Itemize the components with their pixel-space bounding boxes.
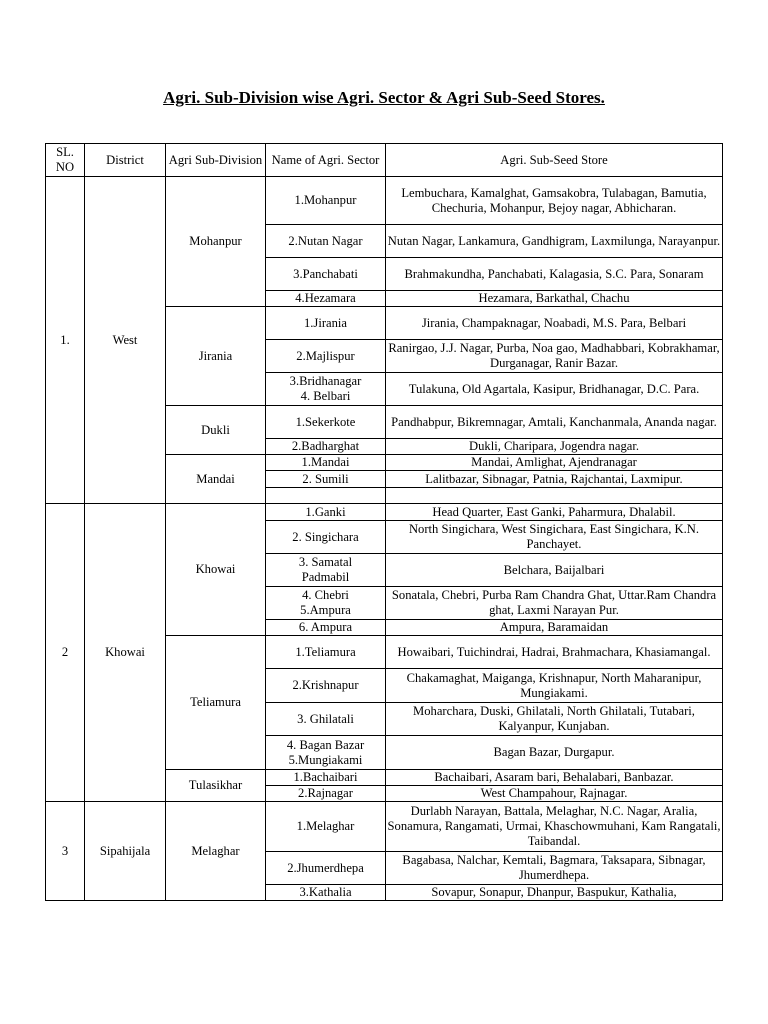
sub-seed-store-cell: [386, 488, 723, 504]
agri-sector-cell: 2.Nutan Nagar: [266, 225, 386, 258]
sub-division-cell: Dukli: [166, 406, 266, 455]
sub-division-cell: Teliamura: [166, 636, 266, 770]
table-row: [46, 802, 723, 852]
table-header: [46, 144, 723, 177]
agri-sector-cell: 2.Majlispur: [266, 340, 386, 373]
header-agri-sector: Name of Agri. Sector: [266, 144, 386, 177]
district-cell: West: [85, 177, 166, 504]
agri-sector-cell: 2.Rajnagar: [266, 786, 386, 802]
agri-sector-cell: 3.Bridhanagar 4. Belbari: [266, 373, 386, 406]
agri-sector-cell: 3. Ghilatali: [266, 703, 386, 736]
agri-sector-cell: 1.Ganki: [266, 504, 386, 521]
agri-sector-cell: 2. Sumili: [266, 471, 386, 488]
header-agri-sub-division: Agri Sub-Division: [166, 144, 266, 177]
agri-sector-cell: 1.Melaghar: [266, 802, 386, 852]
sub-seed-store-cell: Sonatala, Chebri, Purba Ram Chandra Ghat, Uttar.Ram Chandra ghat, Laxmi Narayan Pur.: [386, 587, 723, 620]
sub-seed-store-cell: Hezamara, Barkathal, Chachu: [386, 291, 723, 307]
agri-sector-cell: 1.Mohanpur: [266, 177, 386, 225]
sub-seed-store-cell: Tulakuna, Old Agartala, Kasipur, Bridhanagar, D.C. Para.: [386, 373, 723, 406]
sub-seed-store-cell: Bagan Bazar, Durgapur.: [386, 736, 723, 770]
sub-seed-store-cell: Ranirgao, J.J. Nagar, Purba, Noa gao, Madhabbari, Kobrakhamar, Durganagar, Ranir Bazar.: [386, 340, 723, 373]
district-cell: Sipahijala: [85, 802, 166, 901]
agri-sector-cell: 4.Hezamara: [266, 291, 386, 307]
sub-seed-store-cell: Mandai, Amlighat, Ajendranagar: [386, 455, 723, 471]
sub-seed-store-cell: Lalitbazar, Sibnagar, Patnia, Rajchantai, Laxmipur.: [386, 471, 723, 488]
agri-sector-cell: 3.Kathalia: [266, 885, 386, 901]
agri-sector-cell: 2. Singichara: [266, 521, 386, 554]
sl-no-cell: 3: [46, 802, 85, 901]
sub-seed-store-cell: Nutan Nagar, Lankamura, Gandhigram, Laxmilunga, Narayanpur.: [386, 225, 723, 258]
table-body: [46, 177, 723, 901]
sub-seed-store-cell: West Champahour, Rajnagar.: [386, 786, 723, 802]
agri-sector-cell: 1.Mandai: [266, 455, 386, 471]
district-cell: Khowai: [85, 504, 166, 802]
sub-seed-store-cell: Head Quarter, East Ganki, Paharmura, Dhalabil.: [386, 504, 723, 521]
sl-no-cell: 1.: [46, 177, 85, 504]
header-sl-no: SL. NO: [46, 144, 85, 177]
table-row: [46, 177, 723, 225]
agri-sector-cell: 4. Bagan Bazar 5.Mungiakami: [266, 736, 386, 770]
sub-seed-store-cell: Belchara, Baijalbari: [386, 554, 723, 587]
sub-division-cell: Khowai: [166, 504, 266, 636]
agri-sector-cell: 1.Jirania: [266, 307, 386, 340]
sl-no-cell: 2: [46, 504, 85, 802]
agri-sector-cell: 1.Teliamura: [266, 636, 386, 669]
sub-seed-store-cell: Moharchara, Duski, Ghilatali, North Ghilatali, Tutabari, Kalyanpur, Kunjaban.: [386, 703, 723, 736]
sub-division-cell: Jirania: [166, 307, 266, 406]
sub-division-cell: Mandai: [166, 455, 266, 504]
sub-division-cell: Tulasikhar: [166, 770, 266, 802]
agri-sector-cell: 6. Ampura: [266, 620, 386, 636]
agri-sector-cell: [266, 488, 386, 504]
page-title: Agri. Sub-Division wise Agri. Sector & Agri Sub-Seed Stores.: [163, 88, 605, 107]
header-sub-seed-store: Agri. Sub-Seed Store: [386, 144, 723, 177]
sub-seed-store-cell: Dukli, Charipara, Jogendra nagar.: [386, 439, 723, 455]
sub-division-cell: Melaghar: [166, 802, 266, 901]
sub-seed-store-cell: Bachaibari, Asaram bari, Behalabari, Banbazar.: [386, 770, 723, 786]
agri-sector-cell: 2.Badharghat: [266, 439, 386, 455]
sub-seed-store-cell: Pandhabpur, Bikremnagar, Amtali, Kanchanmala, Ananda nagar.: [386, 406, 723, 439]
agri-sector-cell: 1.Bachaibari: [266, 770, 386, 786]
agri-sector-cell: 4. Chebri 5.Ampura: [266, 587, 386, 620]
agri-sector-cell: 2.Krishnapur: [266, 669, 386, 703]
sub-seed-store-cell: Lembuchara, Kamalghat, Gamsakobra, Tulabagan, Bamutia, Chechuria, Mohanpur, Bejoy nagar, Abhicharan.: [386, 177, 723, 225]
seed-store-table: [45, 143, 723, 901]
table-row: [46, 504, 723, 521]
agri-sector-cell: 3. Samatal Padmabil: [266, 554, 386, 587]
agri-sector-cell: 2.Jhumerdhepa: [266, 852, 386, 885]
sub-seed-store-cell: Bagabasa, Nalchar, Kemtali, Bagmara, Taksapara, Sibnagar, Jhumerdhepa.: [386, 852, 723, 885]
agri-sector-cell: 1.Sekerkote: [266, 406, 386, 439]
sub-division-cell: Mohanpur: [166, 177, 266, 307]
sub-seed-store-cell: Sovapur, Sonapur, Dhanpur, Baspukur, Kathalia,: [386, 885, 723, 901]
header-district: District: [85, 144, 166, 177]
sub-seed-store-cell: Brahmakundha, Panchabati, Kalagasia, S.C. Para, Sonaram: [386, 258, 723, 291]
sub-seed-store-cell: North Singichara, West Singichara, East Singichara, K.N. Panchayet.: [386, 521, 723, 554]
sub-seed-store-cell: Chakamaghat, Maiganga, Krishnapur, North Maharanipur, Mungiakami.: [386, 669, 723, 703]
sub-seed-store-cell: Jirania, Champaknagar, Noabadi, M.S. Para, Belbari: [386, 307, 723, 340]
sub-seed-store-cell: Howaibari, Tuichindrai, Hadrai, Brahmachara, Khasiamangal.: [386, 636, 723, 669]
agri-sector-cell: 3.Panchabati: [266, 258, 386, 291]
sub-seed-store-cell: Ampura, Baramaidan: [386, 620, 723, 636]
sub-seed-store-cell: Durlabh Narayan, Battala, Melaghar, N.C. Nagar, Aralia, Sonamura, Rangamati, Urmai, Khaschowmuhani, Kam Rangatali, Taibandal.: [386, 802, 723, 852]
